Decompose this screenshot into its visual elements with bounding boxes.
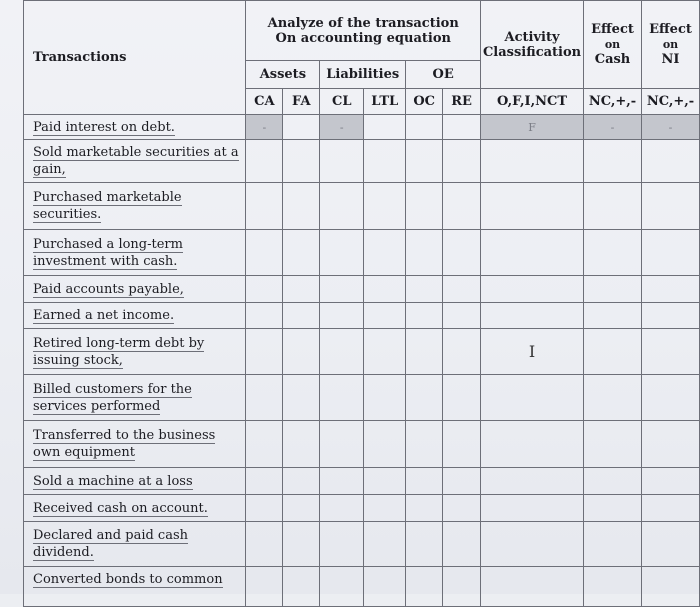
ltl-cell[interactable]: [364, 495, 406, 522]
row-label: [24, 230, 246, 276]
ltl-header: LTL: [364, 89, 406, 115]
activity-cell[interactable]: [481, 421, 584, 468]
ltl-cell[interactable]: [364, 421, 406, 468]
cash-cell[interactable]: [584, 567, 642, 607]
cl-cell[interactable]: [320, 303, 364, 329]
oc-cell[interactable]: [406, 468, 443, 495]
table-row: [24, 230, 700, 276]
row-label-text: Paid accounts payable,: [33, 281, 184, 297]
analyze-header-line2: On accounting equation: [275, 30, 451, 46]
example-cash-cell[interactable]: -: [584, 115, 642, 140]
row-label-text: Converted bonds to common: [33, 572, 223, 587]
assets-header: Assets: [246, 61, 320, 89]
ni-cell[interactable]: [641, 230, 699, 276]
row-label-text: Sold marketable securities at a gain,: [33, 145, 239, 177]
analyze-header-line1: Analyze of the transaction: [267, 15, 459, 31]
re-cell[interactable]: [443, 303, 481, 329]
fa-cell[interactable]: [283, 421, 320, 468]
activity-cell[interactable]: [481, 468, 584, 495]
activity-header-line1: Activity: [504, 29, 560, 45]
example-re-cell[interactable]: [443, 115, 481, 140]
cl-cell[interactable]: [320, 230, 364, 276]
cl-cell[interactable]: [320, 183, 364, 230]
row-label: [24, 183, 246, 230]
ltl-cell[interactable]: [364, 329, 406, 375]
effect-cash-line1: Effect: [591, 22, 634, 37]
activity-cell[interactable]: [481, 140, 584, 183]
fa-cell[interactable]: [283, 567, 320, 607]
row-label-text: Transferred to the business own equipment: [33, 428, 216, 460]
ca-cell[interactable]: [246, 468, 283, 495]
transaction-analysis-table: [23, 0, 700, 607]
ca-cell[interactable]: [246, 329, 283, 375]
table-row: [24, 567, 700, 607]
row-label-text: Purchased a long-term investment with cash.: [33, 236, 183, 269]
activity-cell[interactable]: [481, 183, 584, 230]
activity-cell[interactable]: [481, 303, 584, 329]
ltl-cell[interactable]: [364, 140, 406, 183]
cash-codes-header: NC,+,-: [584, 89, 642, 115]
table-row: [24, 276, 700, 303]
ltl-cell[interactable]: [364, 183, 406, 230]
re-header: RE: [443, 89, 481, 115]
ni-cell[interactable]: [641, 468, 699, 495]
cash-cell[interactable]: [584, 303, 642, 329]
re-cell[interactable]: [443, 140, 481, 183]
effect-cash-line3: Cash: [594, 52, 631, 67]
table-row: [24, 183, 700, 230]
row-label: [24, 495, 246, 522]
oc-cell[interactable]: [406, 276, 443, 303]
ca-cell[interactable]: [246, 495, 283, 522]
ni-cell[interactable]: [641, 140, 699, 183]
fa-cell[interactable]: [283, 230, 320, 276]
oc-cell[interactable]: [406, 183, 443, 230]
ca-cell[interactable]: [246, 421, 283, 468]
cl-cell[interactable]: [320, 329, 364, 375]
activity-cell[interactable]: [481, 495, 584, 522]
example-oc-cell[interactable]: [406, 115, 443, 140]
cl-cell[interactable]: [320, 276, 364, 303]
oc-cell[interactable]: [406, 329, 443, 375]
cl-cell[interactable]: [320, 375, 364, 421]
table-row: [24, 375, 700, 421]
example-row-label-text: Paid interest on debt.: [33, 119, 175, 135]
row-label: [24, 468, 246, 495]
ni-codes-header: NC,+,-: [641, 89, 699, 115]
example-fa-cell[interactable]: [283, 115, 320, 140]
example-cl-cell[interactable]: -: [320, 115, 364, 140]
effect-ni-line1: Effect: [649, 22, 692, 37]
table-row: [24, 303, 700, 329]
ni-cell[interactable]: [641, 276, 699, 303]
activity-header: [481, 1, 584, 89]
table-row: [24, 421, 700, 468]
row-label-text: Earned a net income.: [33, 308, 175, 323]
effect-ni-header: [641, 1, 699, 89]
effect-ni-line2: on: [662, 38, 679, 51]
ca-cell[interactable]: [246, 522, 283, 567]
table-row: [24, 468, 700, 495]
cash-cell[interactable]: [584, 522, 642, 567]
cash-cell[interactable]: [584, 183, 642, 230]
ltl-cell[interactable]: [364, 567, 406, 607]
ni-cell[interactable]: [641, 183, 699, 230]
oe-header: OE: [406, 61, 481, 89]
cash-cell[interactable]: [584, 140, 642, 183]
re-cell[interactable]: [443, 468, 481, 495]
ca-cell[interactable]: [246, 230, 283, 276]
effect-ni-line3: NI: [661, 52, 680, 67]
re-cell[interactable]: [443, 522, 481, 567]
row-label-text: Purchased marketable securities.: [33, 190, 182, 222]
ltl-cell[interactable]: [364, 230, 406, 276]
ni-cell[interactable]: [641, 567, 699, 607]
fa-cell[interactable]: [283, 140, 320, 183]
ltl-cell[interactable]: [364, 303, 406, 329]
ca-cell[interactable]: [246, 303, 283, 329]
fa-cell[interactable]: [283, 495, 320, 522]
fa-cell[interactable]: [283, 183, 320, 230]
row-label-text: Sold a machine at a loss: [33, 473, 193, 489]
re-cell[interactable]: [443, 276, 481, 303]
oc-cell[interactable]: [406, 375, 443, 421]
ca-cell[interactable]: [246, 375, 283, 421]
re-cell[interactable]: [443, 375, 481, 421]
example-ni-cell[interactable]: -: [641, 115, 699, 140]
row-label: [24, 276, 246, 303]
re-cell[interactable]: [443, 495, 481, 522]
fa-header: FA: [283, 89, 320, 115]
oc-cell[interactable]: [406, 567, 443, 607]
row-label-text: Billed customers for the services performed: [33, 381, 192, 414]
cash-cell[interactable]: [584, 276, 642, 303]
ni-cell[interactable]: [641, 375, 699, 421]
fa-cell[interactable]: [283, 329, 320, 375]
ni-cell[interactable]: [641, 329, 699, 375]
cash-cell[interactable]: [584, 468, 642, 495]
oc-cell[interactable]: [406, 421, 443, 468]
oc-cell[interactable]: [406, 303, 443, 329]
ltl-cell[interactable]: [364, 276, 406, 303]
effect-cash-header: [584, 1, 642, 89]
activity-header-line2: Classification: [482, 44, 582, 60]
activity-codes-header: O,F,I,NCT: [481, 89, 584, 115]
effect-cash-line2: on: [604, 38, 621, 51]
ltl-cell[interactable]: [364, 522, 406, 567]
oc-cell[interactable]: [406, 522, 443, 567]
analyze-header: [246, 1, 481, 61]
cash-cell[interactable]: [584, 375, 642, 421]
fa-cell[interactable]: [283, 522, 320, 567]
ni-cell[interactable]: [641, 522, 699, 567]
oc-cell[interactable]: [406, 230, 443, 276]
cash-cell[interactable]: [584, 230, 642, 276]
row-label-text: Retired long-term debt by issuing stock,: [33, 335, 205, 368]
ni-cell[interactable]: [641, 495, 699, 522]
ltl-cell[interactable]: [364, 375, 406, 421]
row-label: [24, 303, 246, 329]
fa-cell[interactable]: [283, 303, 320, 329]
example-row-label: [24, 115, 246, 140]
re-cell[interactable]: [443, 421, 481, 468]
activity-cell[interactable]: [481, 375, 584, 421]
fa-cell[interactable]: [283, 276, 320, 303]
row-label: [24, 375, 246, 421]
ca-cell[interactable]: [246, 276, 283, 303]
cl-cell[interactable]: [320, 495, 364, 522]
ni-cell[interactable]: [641, 421, 699, 468]
re-cell[interactable]: [443, 567, 481, 607]
table-row: [24, 140, 700, 183]
cl-cell[interactable]: [320, 567, 364, 607]
ca-cell[interactable]: [246, 140, 283, 183]
activity-cell[interactable]: [481, 329, 584, 375]
activity-cell[interactable]: [481, 276, 584, 303]
text-cursor-icon: I: [528, 342, 536, 361]
row-label-text: Declared and paid cash dividend.: [33, 528, 189, 560]
fa-cell[interactable]: [283, 468, 320, 495]
cash-cell[interactable]: [584, 495, 642, 522]
table-row: [24, 495, 700, 522]
row-label: [24, 567, 246, 607]
oc-header: OC: [406, 89, 443, 115]
fa-cell[interactable]: [283, 375, 320, 421]
row-label: [24, 522, 246, 567]
re-cell[interactable]: [443, 230, 481, 276]
ca-header: CA: [246, 89, 283, 115]
ni-cell[interactable]: [641, 303, 699, 329]
cl-cell[interactable]: [320, 421, 364, 468]
cl-cell[interactable]: [320, 522, 364, 567]
cash-cell[interactable]: [584, 421, 642, 468]
row-label: [24, 329, 246, 375]
transactions-header: Transactions: [24, 1, 246, 115]
ltl-cell[interactable]: [364, 468, 406, 495]
table-row: [24, 522, 700, 567]
activity-cell[interactable]: [481, 567, 584, 607]
example-ltl-cell[interactable]: [364, 115, 406, 140]
example-row: [24, 115, 700, 140]
activity-cell[interactable]: [481, 230, 584, 276]
row-label: [24, 140, 246, 183]
cl-cell[interactable]: [320, 140, 364, 183]
example-activity-cell[interactable]: F: [481, 115, 584, 140]
oc-cell[interactable]: [406, 140, 443, 183]
row-label: [24, 421, 246, 468]
example-ca-cell[interactable]: -: [246, 115, 283, 140]
activity-cell[interactable]: [481, 522, 584, 567]
cash-cell[interactable]: [584, 329, 642, 375]
oc-cell[interactable]: [406, 495, 443, 522]
ca-cell[interactable]: [246, 183, 283, 230]
table-row: [24, 329, 700, 375]
re-cell[interactable]: [443, 329, 481, 375]
ca-cell[interactable]: [246, 567, 283, 607]
cl-header: CL: [320, 89, 364, 115]
row-label-text: Received cash on account.: [33, 500, 208, 516]
liabilities-header: Liabilities: [320, 61, 406, 89]
re-cell[interactable]: [443, 183, 481, 230]
cl-cell[interactable]: [320, 468, 364, 495]
